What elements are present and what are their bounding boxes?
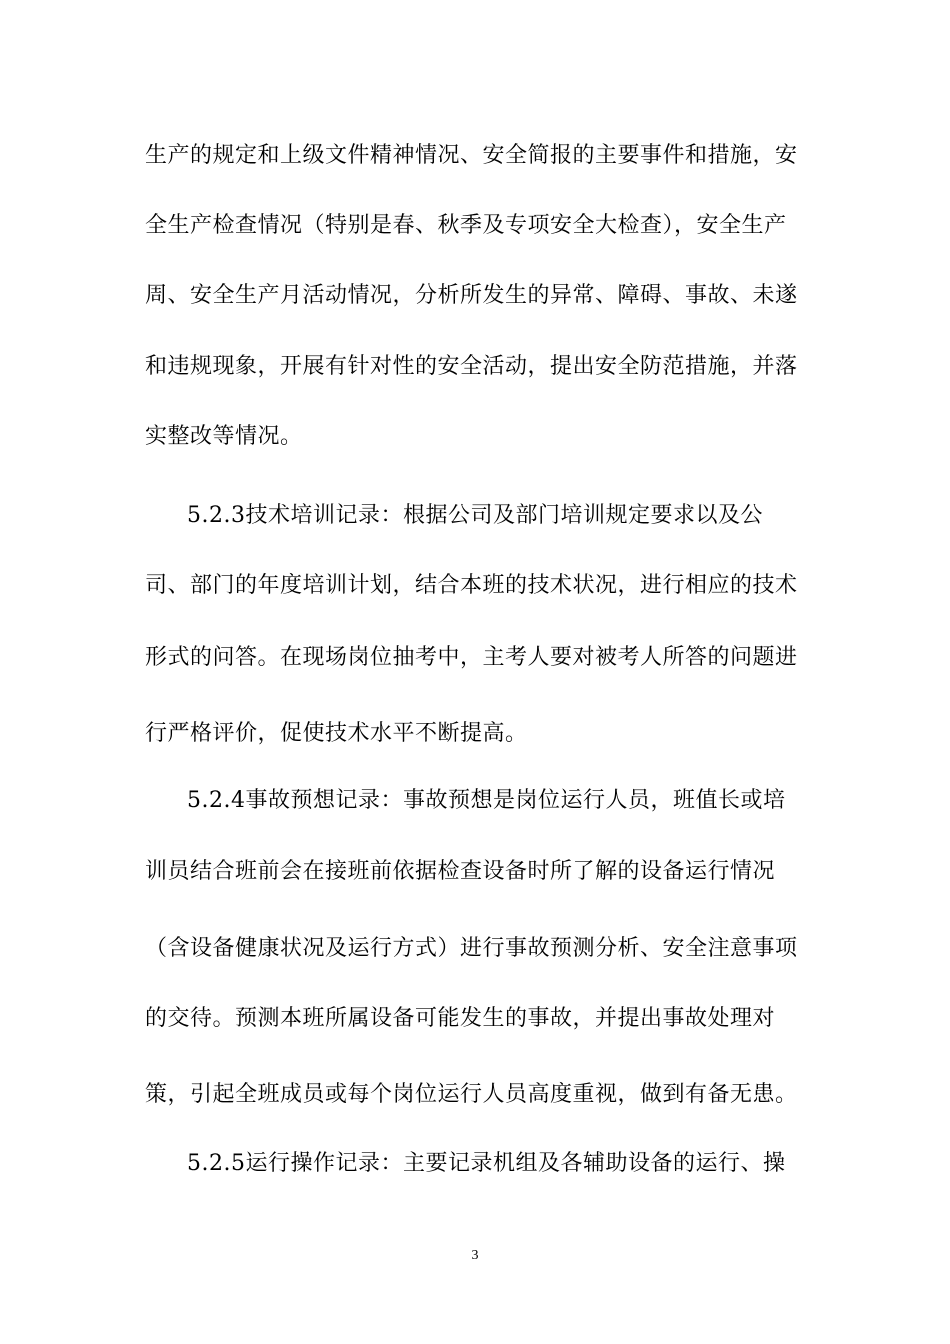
text-line: 全生产检查情况（特别是春、秋季及专项安全大检查），安全生产 [145, 213, 787, 238]
text-line: （含设备健康状况及运行方式）进行事故预测分析、安全注意事项 [145, 936, 798, 961]
page-number: 3 [471, 1248, 479, 1263]
section-5-2-4-first-line: 5.2.4事故预想记录：事故预想是岗位运行人员，班值长或培 [187, 788, 786, 813]
text-line: 司、部门的年度培训计划，结合本班的技术状况，进行相应的技术 [145, 573, 798, 598]
text-line: 策，引起全班成员或每个岗位运行人员高度重视，做到有备无患。 [145, 1082, 798, 1107]
text-line: 实整改等情况。 [145, 424, 303, 449]
text-line: 行严格评价，促使技术水平不断提高。 [145, 721, 528, 746]
text-line: 形式的问答。在现场岗位抽考中，主考人要对被考人所答的问题进 [145, 645, 798, 670]
text-line: 周、安全生产月活动情况，分析所发生的异常、障碍、事故、未遂 [145, 283, 798, 308]
text-line: 训员结合班前会在接班前依据检查设备时所了解的设备运行情况 [145, 859, 776, 884]
text-line: 生产的规定和上级文件精神情况、安全简报的主要事件和措施，安 [145, 143, 798, 168]
text-line: 的交待。预测本班所属设备可能发生的事故，并提出事故处理对 [145, 1006, 776, 1031]
text-line: 和违规现象，开展有针对性的安全活动，提出安全防范措施，并落 [145, 354, 798, 379]
section-5-2-3-first-line: 5.2.3技术培训记录：根据公司及部门培训规定要求以及公 [187, 503, 763, 528]
section-5-2-5-first-line: 5.2.5运行操作记录：主要记录机组及各辅助设备的运行、操 [187, 1151, 786, 1176]
